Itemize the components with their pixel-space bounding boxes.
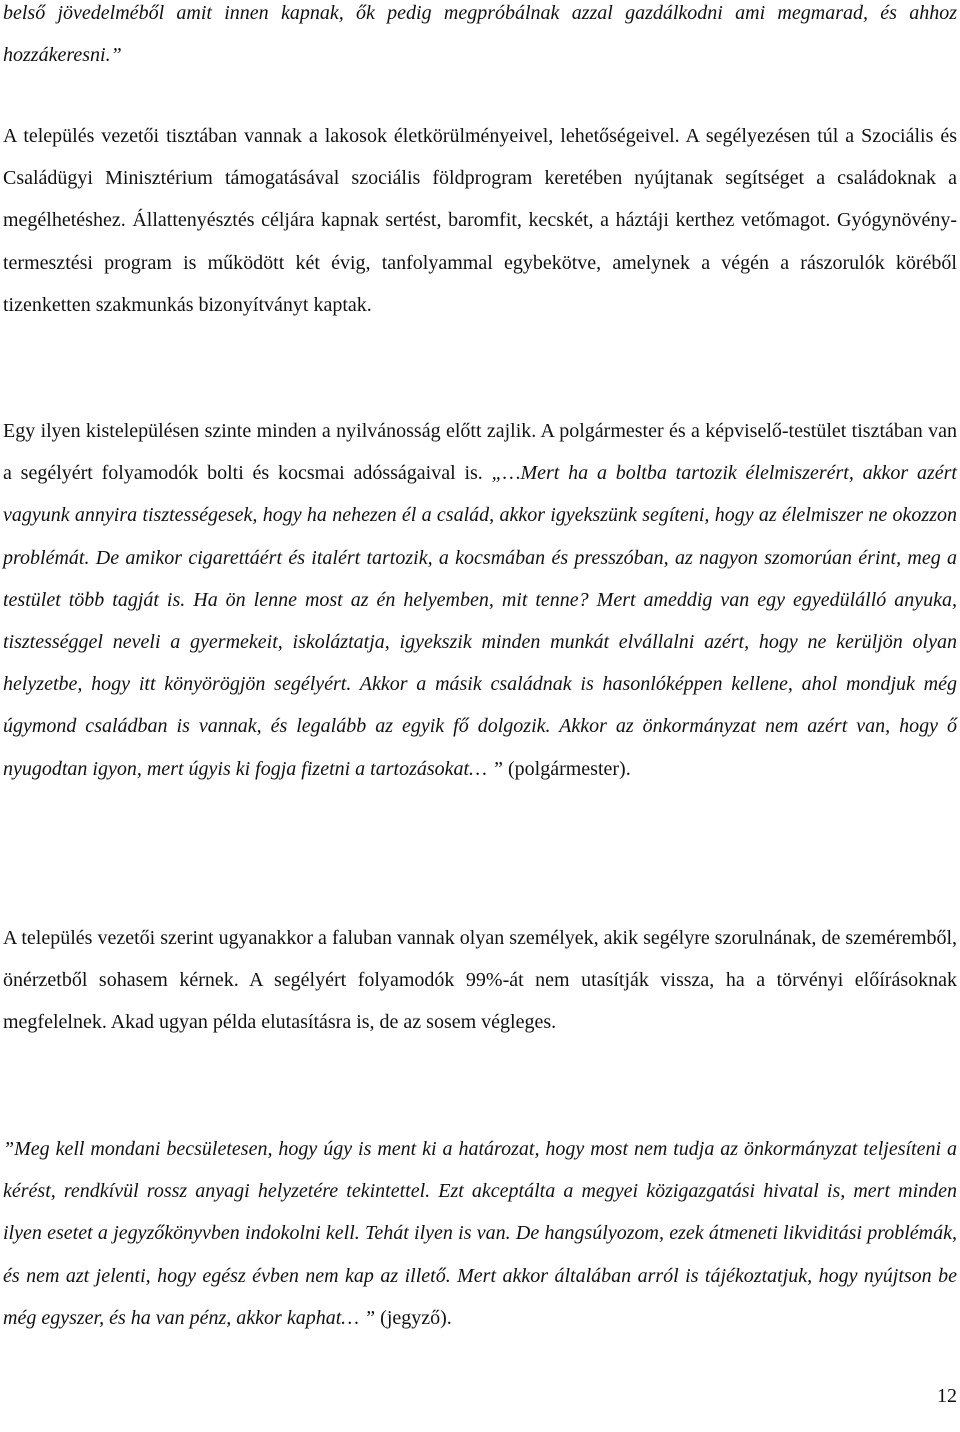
paragraph-text: A település vezetői szerint ugyanakkor a faluban vannak olyan személyek, akik segélyre szorulnának, de szeméremből, önérzetből sohasem kérnek. A segélyért folyamodók 99%-át nem utasítják vissza, ha a törvényi előírásoknak megfelelnek. Akad ugyan példa elutasításra is, de az sosem végleges.: [3, 927, 957, 1034]
paragraph-publicity: [3, 410, 957, 790]
quote-attribution: (jegyző).: [375, 1306, 452, 1329]
mayor-quote: „…Mert ha a boltba tartozik élelmiszerért, akkor azért vagyunk annyira tisztességesek, hogy ha nehezen él a család, akkor igyekszünk segíteni, hogy az élelmiszer ne okozzon problémát. De amikor cigarettáért és italért tartozik, a kocsmában és presszóban, az nagyon szomorúan érint, meg a testület több tagját is. Ha ön lenne most az én helyemben, mit tenne? Mert ameddig van egy egyedülálló anyuka, tisztességgel neveli a gyermekeit, iskoláztatja, igyekszik minden munkát elvállalni azért, hogy ne kerüljön olyan helyzetbe, hogy itt könyörögjön segélyért. Akkor a másik családnak is hasonlóképpen kellene, ahol mondjuk még úgymond családban is vannak, és legalább az egyik fő dolgozik. Akkor az önkormányzat nem azért van, hogy ő nyugodtan igyon, mert úgyis ki fogja fizetni a tartozásokat… ”: [3, 462, 957, 780]
paragraph-aid-requests: [3, 917, 957, 1044]
notary-quote: ”Meg kell mondani becsületesen, hogy úgy is ment ki a határozat, hogy most nem tudja az önkormányzat teljesíteni a kérést, rendkívül rossz anyagi helyzetére tekintettel. Ezt akceptálta a megyei közigazgatási hivatal is, mert minden ilyen esetet a jegyzőkönyvben indokolni kell. Tehát ilyen is van. De hangsúlyozom, ezek átmeneti likviditási problémák, és nem azt jelenti, hogy egész évben nem kap az illető. Mert akkor általában arról is tájékoztatjuk, hogy nyújtson be még egyszer, és ha van pénz, akkor kaphat… ”: [3, 1138, 957, 1329]
page-number: 12: [937, 1385, 957, 1407]
quote-attribution: (polgármester).: [502, 757, 631, 780]
paragraph-notary-quote: [3, 1128, 957, 1339]
paragraph-settlement-leaders: [3, 115, 957, 326]
paragraph-text: Egy ilyen kistelepülésen szinte minden a nyilvánosság előtt zajlik. A polgármester és a képviselő-testület tisztában van a segélyért folyamodók bolti és kocsmai adósságaival is.: [3, 420, 957, 485]
paragraph-text: A település vezetői tisztában vannak a lakosok életkörülményeivel, lehetőségeivel. A segélyezésen túl a Szociális és Családügyi Minisztérium támogatásával szociális földprogram keretében nyújtanak segítséget a családoknak a megélhetéshez. Állattenyésztés céljára kapnak sertést, baromfit, kecskét, a háztáji kerthez vetőmagot. Gyógynövény-termesztési program is működött két évig, tanfolyammal egybekötve, amelynek a végén a rászorulók köréből tizenketten szakmunkás bizonyítványt kaptak.: [3, 125, 957, 316]
paragraph-quote-continuation: [3, 0, 957, 76]
paragraph-text: belső jövedelméből amit innen kapnak, ők pedig megpróbálnak azzal gazdálkodni ami megmarad, és ahhoz hozzákeresni.”: [3, 2, 957, 67]
